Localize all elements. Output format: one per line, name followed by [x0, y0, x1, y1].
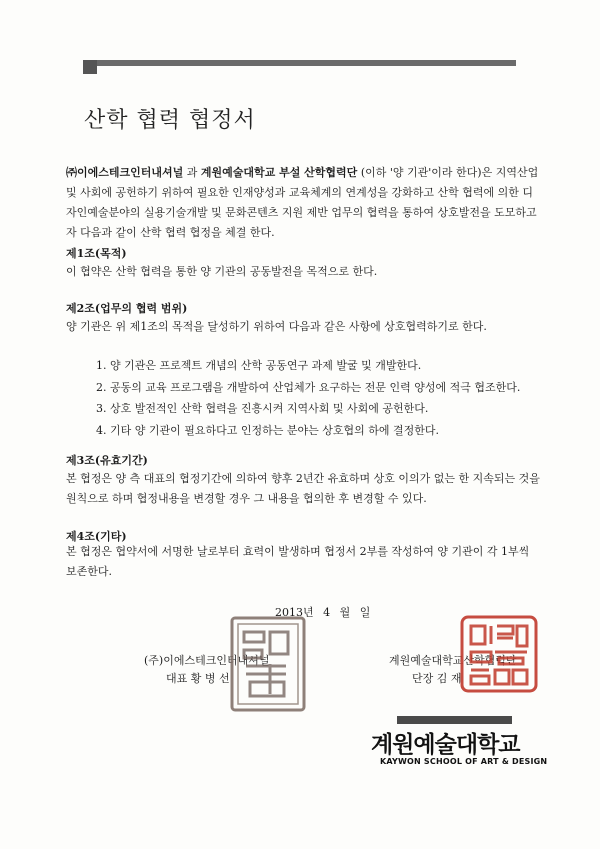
logo-bar: [397, 716, 512, 724]
list-item: 4. 기타 양 기관이 필요하다고 인정하는 분야는 상호협의 하에 결정한다.: [96, 423, 439, 437]
signatory-2-rep: 단장 김 재: [412, 672, 462, 685]
article-2-text: 양 기관은 위 제1조의 목적을 달성하기 위하여 다음과 같은 사항에 상호협력하기로 한다.: [66, 320, 487, 333]
article-4-heading: 제4조(기타): [66, 530, 127, 543]
university-logo-korean: 계원예술대학교: [371, 732, 520, 758]
article-2-heading: 제2조(업무의 협력 범위): [66, 302, 188, 315]
intro-conjunction: 과: [183, 166, 201, 179]
company-seal-icon: [226, 614, 310, 714]
party-2-name: 계원예술대학교 부설 산학협력단: [200, 166, 358, 179]
article-3-text: 본 협정은 양 측 대표의 협정기간에 의하여 향후 2년간 유효하며 상호 이의가 없는 한 지속되는 것을 원칙으로 하며 협정내용을 변경할 경우 그 내용을 협의한 후 변경할 수 있다.: [66, 472, 540, 505]
article-1-heading: 제1조(목적): [66, 247, 127, 260]
article-1-text: 이 협약은 산학 협력을 통한 양 기관의 공동발전을 목적으로 한다.: [66, 265, 378, 278]
party-1-name: ㈜이에스테크인터내셔널: [66, 166, 184, 179]
signatory-1-org: (주)이에스테크인터내셔널: [144, 654, 270, 667]
signatory-2-org: 계원예술대학교산학협력단: [389, 654, 517, 667]
signatory-1-rep: 대표 황 병 선: [166, 672, 230, 685]
scope-list: [96, 356, 520, 442]
university-logo-english: KAYWON SCHOOL OF ART & DESIGN: [380, 757, 548, 766]
signing-date: 2013년 4 월 일: [275, 606, 371, 619]
university-seal-icon: [459, 614, 539, 694]
intro-paragraph: [66, 163, 540, 243]
article-4-text: 본 협정은 협약서에 서명한 날로부터 효력이 발생하며 협정서 2부를 작성하여 양 기관이 각 1부씩 보존한다.: [66, 545, 530, 578]
list-item: 3. 상호 발전적인 산학 협력을 진흥시켜 지역사회 및 사회에 공헌한다.: [96, 402, 429, 415]
decorative-top-bar: [83, 60, 516, 74]
intro-body: (이하 '양 기관'이라 한다)은 지역산업 및 사회에 공헌하기 위하여 필요한 인재양성과 교육체계의 연계성을 강화하고 산학 협력에 의한 디자인예술분야의 실용기술개발 및 문화콘텐츠 지원 제반 업무의 협력을 통하여 상호발전을 도모하고자 다음과 같이 산학 협력 협정을 체결 한다.: [66, 166, 539, 239]
list-item: 1. 양 기관은 프로젝트 개념의 산학 공동연구 과제 발굴 및 개발한다.: [96, 359, 422, 372]
list-item: 2. 공동의 교육 프로그램을 개발하여 산업체가 요구하는 전문 인력 양성에 적극 협조한다.: [96, 380, 521, 394]
article-3-heading: 제3조(유효기간): [66, 454, 148, 467]
document-title: 산학 협력 협정서: [84, 108, 256, 133]
